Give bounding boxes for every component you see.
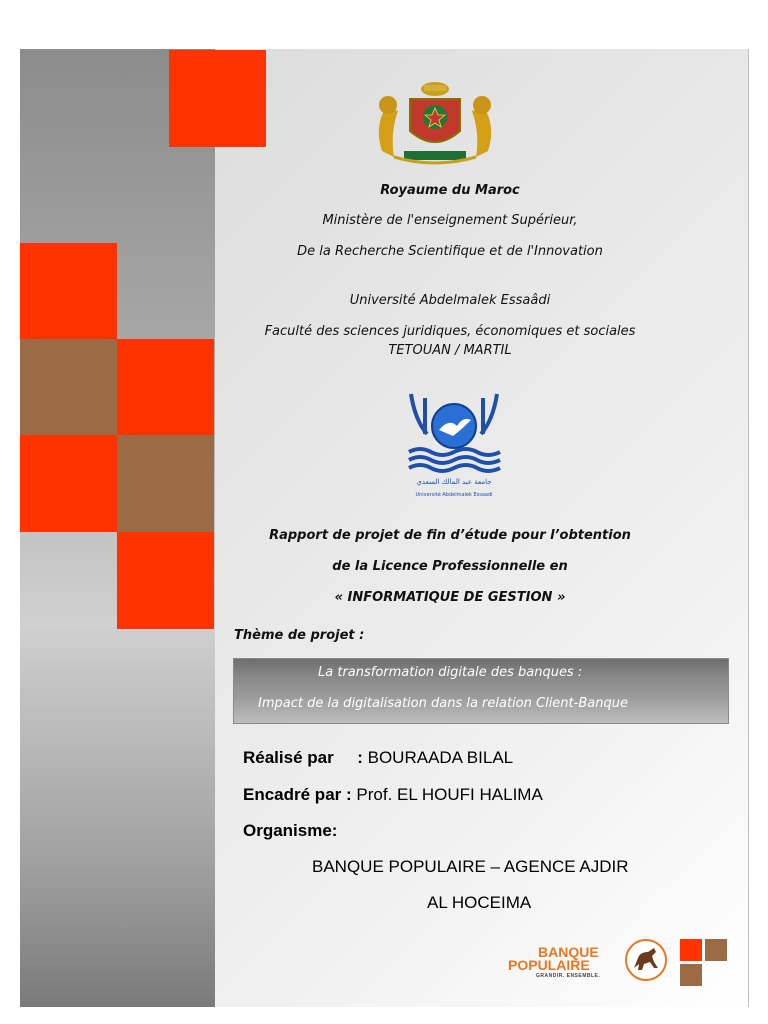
decor-square-red (169, 50, 266, 147)
organization-line-1: BANQUE POPULAIRE – AGENCE AJDIR (312, 857, 629, 876)
faculty-name: Faculté des sciences juridiques, économiques et sociales (264, 324, 636, 339)
author-value: BOURAADA BILAL (367, 748, 514, 767)
organization-row (243, 821, 337, 841)
city-name: TETOUAN / MARTIL (388, 343, 512, 358)
supervisor-label: Encadré par : (243, 785, 352, 804)
university-logo-arabic: جامعة عبد المالك السعدي (416, 478, 492, 486)
bank-name-line1: BANQUE (538, 944, 599, 960)
theme-title: La transformation digitale des banques : (318, 665, 583, 680)
theme-subtitle: Impact de la digitalisation dans la relation Client-Banque (258, 696, 628, 711)
bank-slogan: GRANDIR. ENSEMBLE. (536, 973, 601, 979)
decor-square-red (680, 939, 702, 961)
organization-label: Organisme: (243, 821, 338, 840)
theme-box (233, 658, 729, 724)
decor-square-brown (20, 339, 117, 436)
organization-line-2: AL HOCEIMA (427, 893, 532, 912)
banque-populaire-logo (508, 938, 673, 982)
morocco-coat-of-arms-icon (364, 77, 506, 167)
decor-square-red (117, 532, 214, 629)
report-line-2: de la Licence Professionnelle en (332, 559, 568, 574)
university-name: Université Abdelmalek Essaâdi (349, 293, 551, 308)
kingdom-title: Royaume du Maroc (380, 183, 520, 198)
decor-square-red (20, 435, 117, 532)
ministry-line-1: Ministère de l'enseignement Supérieur, (322, 213, 578, 228)
decor-square-brown (680, 964, 702, 986)
supervisor-row (243, 785, 543, 805)
university-logo-caption: Université Abdelmalek Essaadi (415, 492, 493, 498)
decor-square-brown (117, 435, 214, 532)
author-label: Réalisé par (243, 748, 334, 767)
ministry-line-2: De la Recherche Scientifique et de l'Innovation (297, 244, 603, 259)
horse-icon (624, 938, 668, 982)
author-separator: : (357, 748, 363, 767)
supervisor-value: Prof. EL HOUFI HALIMA (356, 785, 543, 804)
author-row (243, 748, 513, 768)
university-logo-icon (405, 390, 503, 502)
report-line-1: Rapport de projet de fin d’étude pour l’obtention (269, 528, 631, 543)
report-line-3: « INFORMATIQUE DE GESTION » (334, 590, 566, 605)
theme-label: Thème de projet : (234, 628, 365, 643)
decor-square-red (117, 339, 214, 436)
decor-square-brown (705, 939, 727, 961)
bank-name-line2: POPULAIRE (508, 957, 590, 973)
decor-square-red (20, 243, 117, 340)
